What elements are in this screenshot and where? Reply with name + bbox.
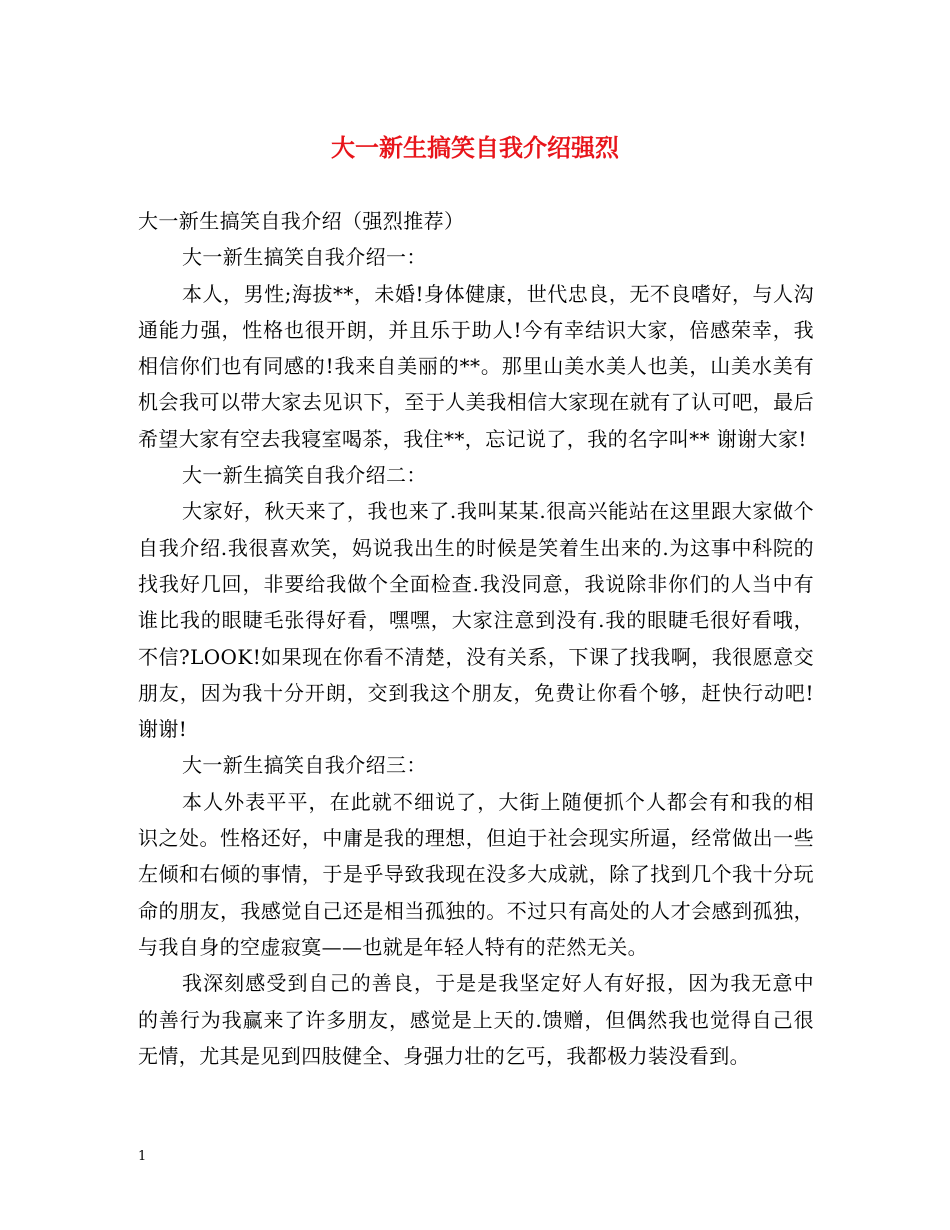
body-paragraph-three: 本人外表平平，在此就不细说了，大街上随便抓个人都会有和我的相识之处。性格还好，中庸是我的理想，但迫于社会现实所逼，经常做出一些左倾和右倾的事情，于是乎导致我现在没多大成就，除了找到几个我十分玩命的朋友，我感觉自己还是相当孤独的。不过只有高处的人才会感到孤独，与我自身的空虚寂寞——也就是年轻人特有的茫然无关。: [138, 789, 814, 959]
section-heading-three: 大一新生搞笑自我介绍三：: [182, 753, 427, 778]
body-paragraph-one: 本人，男性;海拔**，未婚!身体健康，世代忠良，无不良嗜好，与人沟通能力强，性格也很开朗，并且乐于助人!今有幸结识大家，倍感荣幸，我相信你们也有同感的!我来自美丽的**。那里山美水美人也美，山美水美有机会我可以带大家去见识下，至于人美我相信大家现在就有了认可吧，最后希望大家有空去我寝室喝茶，我住**，忘记说了，我的名字叫** 谢谢大家!: [138, 281, 814, 451]
document-title: 大一新生搞笑自我介绍强烈: [331, 133, 619, 162]
section-heading-two: 大一新生搞笑自我介绍二：: [182, 463, 427, 488]
body-paragraph-four: 我深刻感受到自己的善良，于是是我坚定好人有好报，因为我无意中的善行为我赢来了许多朋友，感觉是上天的.馈赠，但偶然我也觉得自己很无情，尤其是见到四肢健全、身强力壮的乞丐，我都极力装没看到。: [138, 971, 814, 1068]
body-paragraph-two: 大家好，秋天来了，我也来了.我叫某某.很高兴能站在这里跟大家做个自我介绍.我很喜欢笑，妈说我出生的时候是笑着生出来的.为这事中科院的找我好几回，非要给我做个全面检查.我没同意，我说除非你们的人当中有谁比我的眼睫毛张得好看，嘿嘿，大家注意到没有.我的眼睫毛很好看哦，不信?LOOK!如果现在你看不清楚，没有关系，下课了找我啊，我很愿意交朋友，因为我十分开朗，交到我这个朋友，免费让你看个够，赶快行动吧!谢谢!: [138, 499, 814, 742]
document-body: [138, 203, 814, 1074]
page-number: 1: [138, 1149, 147, 1164]
subtitle-paragraph: 大一新生搞笑自我介绍（强烈推荐）: [138, 209, 465, 233]
section-heading-one: 大一新生搞笑自我介绍一：: [182, 245, 427, 270]
